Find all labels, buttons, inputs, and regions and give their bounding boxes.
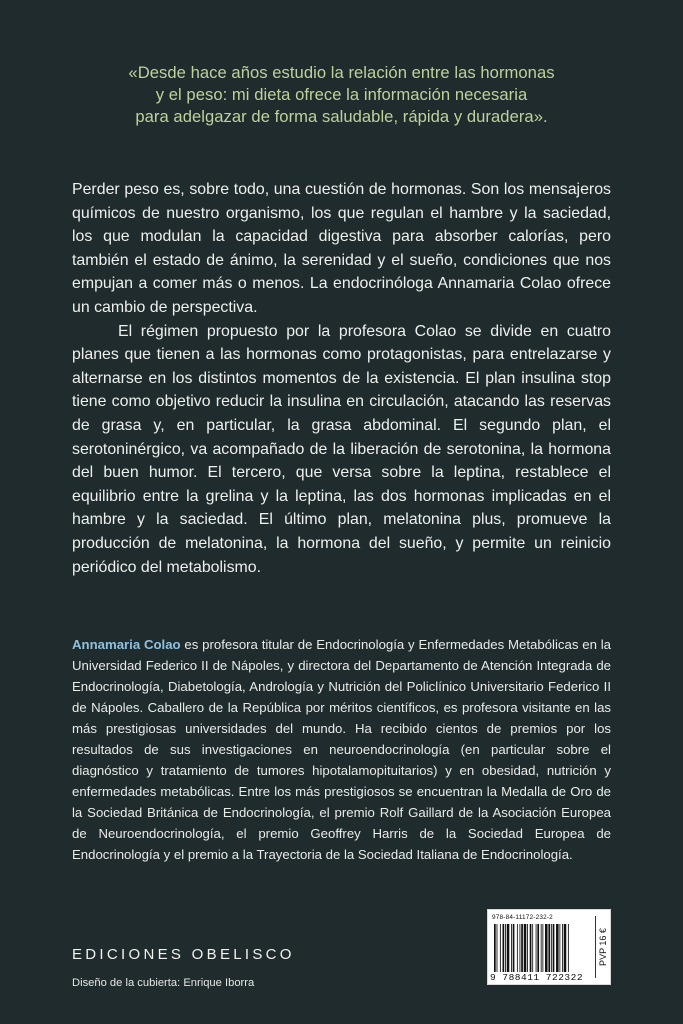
quote-line: «Desde hace años estudio la relación entre las hormonas <box>128 63 555 82</box>
barcode-label <box>487 909 611 985</box>
cover-design-credit: Diseño de la cubierta: Enrique Iborra <box>72 977 255 989</box>
price-tag <box>595 916 609 978</box>
synopsis-paragraph: El régimen propuesto por la profesora Colao se divide en cuatro planes que tienen a las hormonas como protagonistas, para entrelazarse y alternarse en los distintos momentos de la existencia. El plan insulina stop tiene como objetivo reducir la insulina en circulación, atacando las reservas de grasa y, en particular, la grasa abdominal. El segundo plan, el serotoninérgico, va acompañado de la liberación de serotonina, la hormona del buen humor. El tercero, que versa sobre la leptina, restablece el equilibrio entre la grelina y la leptina, las dos hormonas implicadas en el hambre y la saciedad. El último plan, melatonina plus, promueve la producción de melatonina, la hormona del sueño, y permite un reinicio periódico del metabolismo. <box>72 322 611 576</box>
isbn-number: 978-84-11172-232-2 <box>492 914 553 921</box>
author-bio-text: es profesora titular de Endocrinología y Enfermedades Metabólicas en la Universidad Federico II de Nápoles, y directora del Departamento de Atención Integrada de Endocrinología, Diabetología, Andrología y Nutrición del Policlínico Universitario Federico II de Nápoles. Caballero de la República por méritos científicos, es profesora visitante en las más prestigiosas universidades del mundo. Ha recibido cientos de premios por los resultados de sus investigaciones en neuroendocrinología (en particular sobre el diagnóstico y tratamiento de tumores hipotalamopituitarios) y en obesidad, nutrición y enfermedades metabólicas. Entre los más prestigiosos se encuentran la Medalla de Oro de la Sociedad Británica de Endocrinología, el premio Rolf Gaillard de la Asociación Europea de Neuroendocrinología, el premio Geoffrey Harris de la Sociedad Europea de Endocrinología y el premio a la Trayectoria de la Sociedad Italiana de Endocrinología. <box>72 637 611 863</box>
publisher-name: EDICIONES OBELISCO <box>72 946 295 963</box>
ean-number: 9 788411 722322 <box>490 972 584 983</box>
price-label: PVP 16 € <box>597 928 608 966</box>
quote-line: y el peso: mi dieta ofrece la información necesaria <box>155 85 528 104</box>
synopsis <box>72 178 611 579</box>
author-bio <box>72 634 611 866</box>
author-name: Annamaria Colao <box>72 637 181 652</box>
barcode-icon <box>494 924 588 972</box>
cover-quote <box>40 62 643 128</box>
synopsis-paragraph: Perder peso es, sobre todo, una cuestión de hormonas. Son los mensajeros químicos de nuestro organismo, los que regulan el hambre y la saciedad, los que modulan la capacidad digestiva para absorber calorías, pero también el estado de ánimo, la serenidad y el sueño, condiciones que nos empujan a comer más o menos. La endocrinóloga Annamaria Colao ofrece un cambio de perspectiva. <box>72 181 611 316</box>
quote-line: para adelgazar de forma saludable, rápida y duradera». <box>135 107 548 126</box>
